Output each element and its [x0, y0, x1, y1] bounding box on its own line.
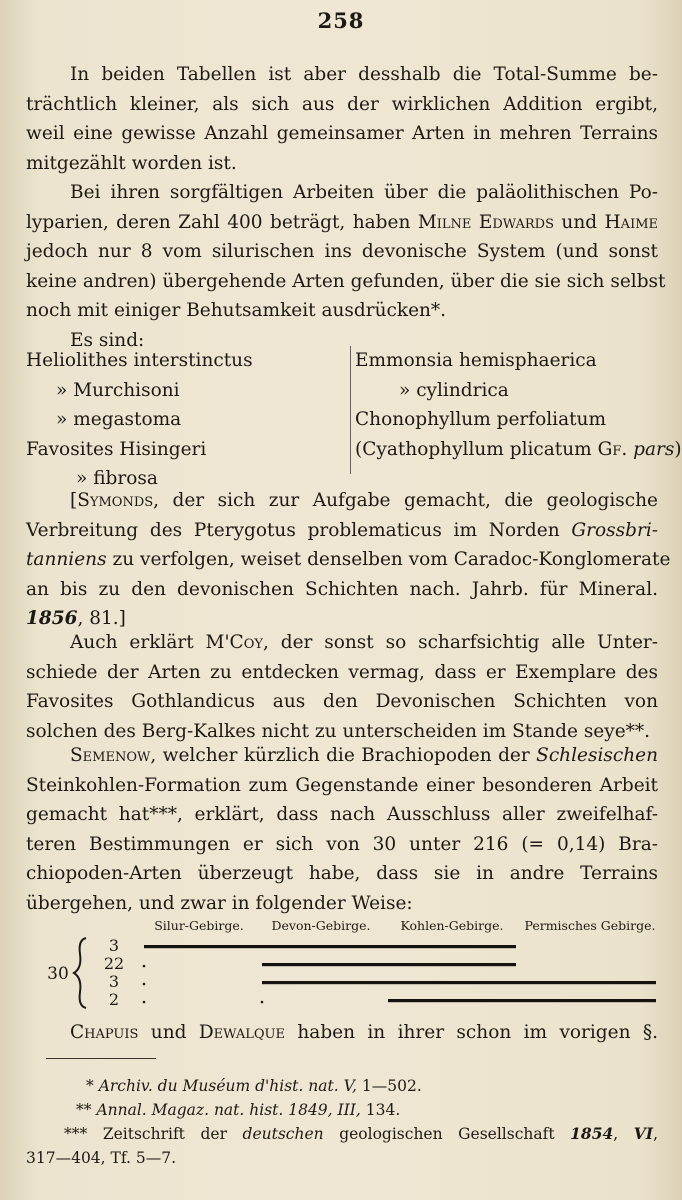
row-count: 3 [108, 972, 120, 991]
paragraph-4 [26, 628, 658, 746]
leader-dot [143, 1001, 146, 1004]
leader-dot [143, 965, 146, 968]
species-item: Favosites Hisingeri [26, 438, 207, 460]
author-name: [Symonds [70, 490, 154, 511]
text-line: teren Bestimmungen er sich von 30 unter 216 (= 0,14) Bra- [26, 833, 658, 855]
species-item: Emmonsia hemisphaerica [355, 350, 597, 371]
text-span: , [613, 1125, 634, 1143]
author-name: Haime [604, 211, 659, 233]
text-italic: deutschen [242, 1125, 324, 1143]
text-line: Favosites Gothlandicus aus den Devonischen Schichten von [26, 691, 658, 713]
range-bar [262, 981, 656, 984]
footnote-divider [46, 1058, 156, 1059]
species-item: » megastoma [56, 409, 182, 431]
text-span: (Cyathophyllum plicatum [355, 438, 598, 460]
text-italic: Schlesischen [536, 745, 658, 766]
text-line [26, 628, 658, 658]
text-line [26, 516, 658, 546]
page-number: 258 [317, 8, 365, 33]
range-chart [0, 912, 682, 1022]
species-item: Heliolithes interstinctus [26, 350, 253, 371]
text-italic: III, [332, 1101, 361, 1119]
text-line [26, 1122, 658, 1146]
text-line [26, 741, 658, 771]
author-name: M'Coy [205, 632, 263, 653]
text-line: solchen des Berg-Kalkes nicht zu unterscheiden im Stande seye**. [26, 720, 651, 742]
text-line: an bis zu den devonischen Schichten nach. Jahrb. für Mineral. [26, 578, 658, 600]
text-span: und [553, 211, 605, 233]
leader-dot [261, 1001, 264, 1004]
species-item: » cylindrica [399, 379, 509, 401]
text-line: In beiden Tabellen ist aber desshalb die Total-Summe be- [70, 64, 658, 85]
species-column-left [26, 346, 346, 494]
paragraph-5 [26, 741, 658, 919]
brace-mark [74, 938, 86, 1008]
text-line [26, 486, 658, 516]
text-line: mitgezählt worden ist. [26, 152, 237, 174]
text-span: , der sich zur Aufgabe gemacht, die geologische [153, 490, 658, 511]
text-line: Es sind: [70, 329, 145, 351]
column-header: Permisches Gebirge. [524, 918, 656, 933]
text-span: , 81.] [77, 608, 126, 630]
text-italic: VI [633, 1124, 654, 1143]
footnote-mark: ** [76, 1101, 97, 1119]
footnote-3 [26, 1122, 658, 1170]
leader-dot [143, 983, 146, 986]
row-count: 22 [103, 954, 125, 973]
text-line: trächtlich kleiner, als sich aus der wirklichen Addition ergibt, [26, 93, 658, 115]
text-span: ) [674, 438, 682, 460]
range-bar [262, 963, 516, 966]
species-item: » fibrosa [76, 468, 158, 490]
text-line [26, 208, 658, 238]
text-span: Zeitschrift der [102, 1125, 243, 1143]
paragraph-2 [26, 178, 666, 356]
text-line [76, 1098, 658, 1122]
text-line [26, 545, 671, 575]
text-line: keine andren) übergehende Arten gefunden, über die sie sich selbst [26, 270, 666, 292]
paragraph-1 [26, 60, 658, 178]
row-count: 3 [108, 936, 120, 955]
text-line [86, 1074, 658, 1098]
text-span: , welcher kürzlich die Brachiopoden der [150, 745, 537, 766]
text-span: und [138, 1022, 199, 1043]
text-span: haben in ihrer schon im vorigen §. [285, 1022, 658, 1043]
species-column-right [350, 346, 682, 474]
text-span: Verbreitung des Pterygotus problematicus im Norden [26, 519, 572, 541]
footnote-1 [26, 1074, 658, 1098]
footnote-mark: * [86, 1077, 99, 1095]
text-span: geologischen Gesellschaft [323, 1125, 571, 1143]
author-abbr: Gf. [597, 438, 628, 460]
text-span: , der sonst so scharfsichtig alle Unter- [262, 632, 658, 653]
species-item [351, 435, 682, 465]
text-italic: Archiv. du Muséum d'hist. nat. V, [98, 1077, 357, 1095]
species-item: » Murchisoni [56, 379, 180, 401]
text-span: zu verfolgen, weiset denselben vom Caradoc-Konglomerate [106, 549, 671, 571]
text-line: übergehen, und zwar in folgender Weise: [26, 892, 413, 914]
author-name: Milne Edwards [417, 211, 554, 233]
row-count: 2 [108, 990, 120, 1009]
text-italic: 1854 [570, 1124, 614, 1143]
text-line: 317—404, Tf. 5—7. [26, 1149, 177, 1167]
text-span: 1—502. [356, 1077, 422, 1095]
column-header: Silur-Gebirge. [154, 918, 244, 933]
text-line: noch mit einiger Behutsamkeit ausdrücken*. [26, 300, 447, 322]
author-name: Chapuis [70, 1022, 139, 1043]
text-line: Steinkohlen-Formation zum Gegenstande einer besonderen Arbeit [26, 774, 658, 796]
text-line: weil eine gewisse Anzahl gemeinsamer Arten in mehren Terrains [26, 123, 658, 145]
column-header: Devon-Gebirge. [271, 918, 371, 933]
footnote-mark: *** [64, 1125, 103, 1143]
text-line: gemacht hat***, erklärt, dass nach Ausschluss aller zweifelhaf- [26, 804, 658, 826]
text-line: chiopoden-Arten überzeugt habe, dass sie in andre Terrains [26, 863, 658, 885]
text-italic: 1856 [26, 608, 78, 630]
author-name: Dewalque [198, 1022, 285, 1043]
text-line: schiede der Arten zu entdecken vermag, dass er Exemplare des [26, 661, 658, 683]
text-span: lyparien, deren Zahl 400 beträgt, haben [26, 211, 418, 233]
text-span: Auch erklärt [70, 632, 206, 653]
paragraph-3 [26, 486, 671, 634]
text-span: , [653, 1125, 658, 1143]
author-name: Semenow [70, 745, 151, 766]
text-line: jedoch nur 8 vom silurischen ins devonische System (und sonst [26, 241, 658, 263]
total-label: 30 [47, 964, 69, 984]
column-header: Kohlen-Gebirge. [400, 918, 504, 933]
footnote-2 [26, 1098, 658, 1122]
text-italic: tanniens [26, 549, 107, 571]
text-italic: Grossbri- [571, 519, 658, 541]
species-item: Chonophyllum perfoliatum [355, 409, 607, 431]
text-italic: Annal. Magaz. nat. hist. 1849, [96, 1101, 333, 1119]
range-bar [388, 999, 656, 1002]
text-italic: pars [633, 438, 675, 460]
text-line: Bei ihren sorgfältigen Arbeiten über die paläolithischen Po- [70, 182, 658, 203]
text-line [26, 1018, 658, 1048]
range-bar [144, 945, 516, 948]
text-span: 134. [360, 1101, 401, 1119]
paragraph-6 [26, 1018, 658, 1048]
